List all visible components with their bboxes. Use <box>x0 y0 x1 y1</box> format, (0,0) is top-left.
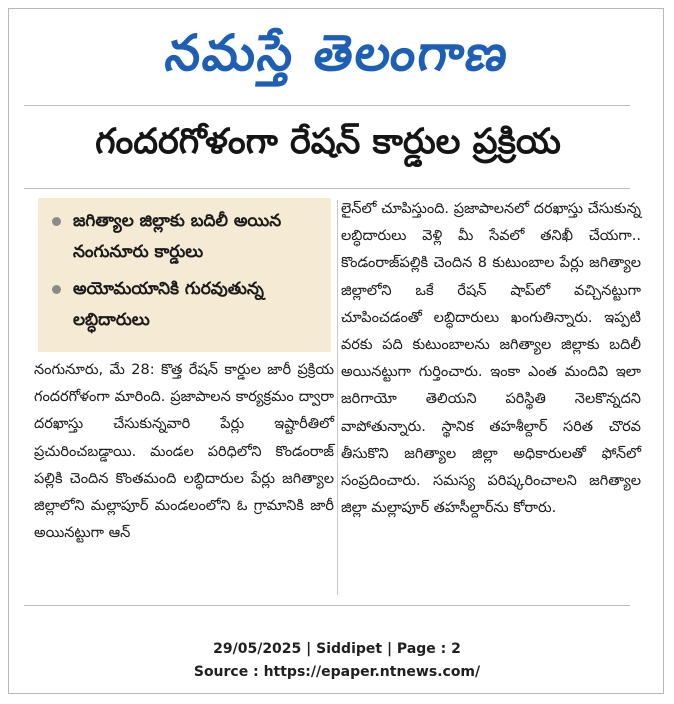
source-info: Source : https://epaper.ntnews.com/ <box>193 664 481 680</box>
column-divider <box>337 200 338 595</box>
right-column-paragraph: లైన్‌లో చూపిస్తుంది. ప్రజాపాలనలో దరఖాస్తు చేసుకున్న లబ్ధిదారులు వెళ్లి మీ సేవలో తనిఖీ చేయగా.. కొండంరాజ్‌పల్లికి చెందిన 8 కుటుంబాల పేర్లు జగిత్యాల జిల్లాలోని ఒకే రేషన్ షాప్‌లో వచ్చినట్టుగా చూపించడంతో లబ్ధిదారులు ఖంగుతిన్నారు. ఇప్పటి వరకు పది కుటుంబాలను జగిత్యాల జిల్లాకు బదిలీ అయినట్టుగా గుర్తించారు. ఇంకా ఎంత మందివి ఇలా జరిగాయో తెలియని పరిస్థితి నెలకొన్నదని వాపోతున్నారు. స్థానిక తహశీల్దార్ సరిత చొరవ తీసుకొని జగిత్యాల జిల్లా అధికారులతో ఫోన్‌లో సంప్రదించారు. సమస్య పరిష్కరించాలని జగిత్యాల జిల్లా మల్లాపూర్ తహసీల్దార్‌ను కోరారు. <box>341 201 641 517</box>
masthead <box>9 9 665 109</box>
bullet-icon <box>52 217 61 226</box>
highlights-box <box>38 198 331 352</box>
highlight-item <box>52 274 323 336</box>
highlight-text: అయోమయానికి గురవుతున్న లబ్ధిదారులు <box>73 279 264 330</box>
bullet-icon <box>52 285 61 294</box>
masthead-divider <box>24 105 630 106</box>
article-right-column <box>341 196 641 522</box>
highlight-text: జగిత్యాల జిల్లాకు బదిలీ అయిన నంగునూరు కార్డులు <box>73 211 282 262</box>
article-left-column <box>34 357 334 547</box>
headline-divider <box>24 188 630 189</box>
highlight-item <box>52 206 323 268</box>
left-column-paragraph: నంగునూరు, మే 28: కొత్త రేషన్ కార్డుల జారీ ప్రక్రియ గందరగోళంగా మారింది. ప్రజాపాలన కార్యక్రమం ద్వారా దరఖాస్తు చేసుకున్నవారి పేర్లు ఇష్టారీతిలో ప్రచురించబడ్డాయి. మండల పరిధిలోని కొండంరాజ్ పల్లికి చెందిన కొంతమంది లబ్ధిదారుల పేర్లు జగిత్యాల జిల్లాలోని మల్లాపూర్ మండలంలోని ఓ గ్రామానికి జారీ అయినట్టుగా ఆన్ <box>34 362 334 542</box>
edition-info: 29/05/2025 | Siddipet | Page : 2 <box>213 641 461 657</box>
article-headline: గందరగోళంగా రేషన్ కార్డుల ప్రక్రియ <box>95 122 561 162</box>
newspaper-logo: నమస్తే తెలంగాణ <box>162 23 514 82</box>
footer-divider <box>24 605 630 606</box>
